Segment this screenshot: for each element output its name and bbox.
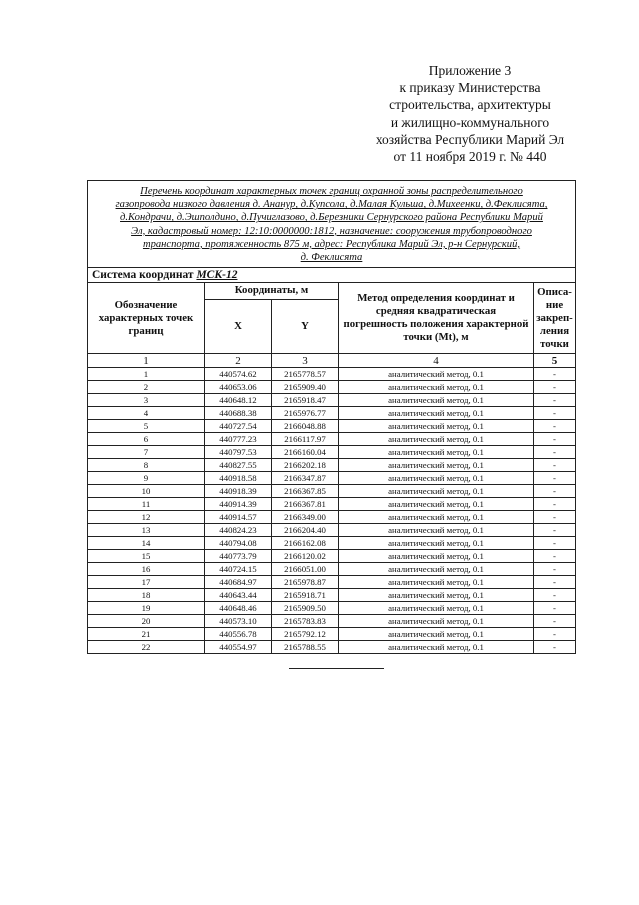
description-cell: -	[534, 615, 576, 628]
appendix-line: Приложение 3	[428, 63, 512, 78]
description-cell: -	[534, 550, 576, 563]
column-number: 3	[272, 354, 339, 368]
description-cell: -	[534, 576, 576, 589]
table-row	[88, 381, 576, 394]
point-number-cell: 19	[88, 602, 205, 615]
description-cell: -	[534, 446, 576, 459]
point-number-cell: 21	[88, 628, 205, 641]
point-number-cell: 8	[88, 459, 205, 472]
method-cell: аналитический метод, 0.1	[339, 628, 534, 641]
description-cell: -	[534, 368, 576, 381]
y-cell: 2166204.40	[272, 524, 339, 537]
y-cell: 2166051.00	[272, 563, 339, 576]
description-cell: -	[534, 420, 576, 433]
y-cell: 2165909.40	[272, 381, 339, 394]
description-cell: -	[534, 537, 576, 550]
x-cell: 440918.58	[205, 472, 272, 485]
y-cell: 2166160.04	[272, 446, 339, 459]
description-cell: -	[534, 563, 576, 576]
table-row	[88, 524, 576, 537]
header-y: Y	[272, 299, 339, 354]
x-cell: 440573.10	[205, 615, 272, 628]
y-cell: 2165918.71	[272, 589, 339, 602]
point-number-cell: 10	[88, 485, 205, 498]
point-number-cell: 5	[88, 420, 205, 433]
description-cell: -	[534, 433, 576, 446]
table-row	[88, 407, 576, 420]
y-cell: 2166367.81	[272, 498, 339, 511]
method-cell: аналитический метод, 0.1	[339, 394, 534, 407]
x-cell: 440914.57	[205, 511, 272, 524]
method-cell: аналитический метод, 0.1	[339, 498, 534, 511]
appendix-line: строительства, архитектуры	[389, 97, 551, 113]
point-number-cell: 16	[88, 563, 205, 576]
column-number-row	[88, 354, 576, 368]
table-row	[88, 420, 576, 433]
x-cell: 440574.62	[205, 368, 272, 381]
point-number-cell: 11	[88, 498, 205, 511]
closing-line	[289, 668, 384, 669]
x-cell: 440648.12	[205, 394, 272, 407]
description-cell: -	[534, 407, 576, 420]
table-row	[88, 472, 576, 485]
x-cell: 440688.38	[205, 407, 272, 420]
title-line: газопровода низкого давления д. Ананур, д.Купсола, д.Малая Кульша, д.Михеенки, д.Феклисята,	[115, 199, 548, 211]
point-number-cell: 18	[88, 589, 205, 602]
point-number-cell: 7	[88, 446, 205, 459]
header-coordinates: Координаты, м	[205, 283, 339, 299]
table-title	[88, 181, 576, 268]
y-cell: 2165909.50	[272, 602, 339, 615]
method-cell: аналитический метод, 0.1	[339, 485, 534, 498]
method-cell: аналитический метод, 0.1	[339, 615, 534, 628]
title-line: Эл, кадастровый номер: 12:10:0000000:1812, назначение: сооружения трубопроводного	[131, 225, 532, 237]
point-number-cell: 1	[88, 368, 205, 381]
point-number-cell: 4	[88, 407, 205, 420]
description-cell: -	[534, 459, 576, 472]
y-cell: 2166202.18	[272, 459, 339, 472]
table-row	[88, 537, 576, 550]
description-cell: -	[534, 394, 576, 407]
coordinate-system-value: МСК-12	[196, 269, 238, 282]
appendix-line: и жилищно-коммунального	[390, 114, 550, 130]
title-line: Перечень координат характерных точек границ охранной зоны распределительного	[140, 186, 523, 197]
header-description: Описа-ние закреп-ления точки	[534, 283, 576, 354]
table-row	[88, 511, 576, 524]
x-cell: 440824.23	[205, 524, 272, 537]
point-number-cell: 9	[88, 472, 205, 485]
description-cell: -	[534, 641, 576, 654]
table-row	[88, 602, 576, 615]
y-cell: 2165783.83	[272, 615, 339, 628]
table-row	[88, 615, 576, 628]
method-cell: аналитический метод, 0.1	[339, 563, 534, 576]
appendix-line: хозяйства Республики Марий Эл	[375, 131, 565, 147]
description-cell: -	[534, 472, 576, 485]
table-row	[88, 576, 576, 589]
header-point: Обозначение характерных точек границ	[88, 283, 205, 354]
description-cell: -	[534, 602, 576, 615]
table-row	[88, 459, 576, 472]
point-number-cell: 22	[88, 641, 205, 654]
y-cell: 2166120.02	[272, 550, 339, 563]
x-cell: 440914.39	[205, 498, 272, 511]
method-cell: аналитический метод, 0.1	[339, 550, 534, 563]
description-cell: -	[534, 511, 576, 524]
coordinate-system-label: Система координат	[92, 269, 194, 282]
y-cell: 2166367.85	[272, 485, 339, 498]
table-row	[88, 641, 576, 654]
method-cell: аналитический метод, 0.1	[339, 472, 534, 485]
point-number-cell: 20	[88, 615, 205, 628]
header-x: X	[205, 299, 272, 354]
x-cell: 440648.46	[205, 602, 272, 615]
table-row	[88, 550, 576, 563]
y-cell: 2166162.08	[272, 537, 339, 550]
point-number-cell: 2	[88, 381, 205, 394]
table-row	[88, 485, 576, 498]
y-cell: 2165976.77	[272, 407, 339, 420]
point-number-cell: 14	[88, 537, 205, 550]
title-line: д. Феклисята	[300, 252, 363, 264]
method-cell: аналитический метод, 0.1	[339, 641, 534, 654]
x-cell: 440554.97	[205, 641, 272, 654]
x-cell: 440794.08	[205, 537, 272, 550]
method-cell: аналитический метод, 0.1	[339, 433, 534, 446]
x-cell: 440653.06	[205, 381, 272, 394]
method-cell: аналитический метод, 0.1	[339, 446, 534, 459]
method-cell: аналитический метод, 0.1	[339, 537, 534, 550]
method-cell: аналитический метод, 0.1	[339, 524, 534, 537]
table-row	[88, 498, 576, 511]
table-row	[88, 589, 576, 602]
method-cell: аналитический метод, 0.1	[339, 511, 534, 524]
title-line: д.Кондрачи, д.Эшполдино, д.Пучиглазово, д.Березники Сернурского района Республики Марий	[120, 212, 543, 224]
column-number: 1	[88, 354, 205, 368]
point-number-cell: 3	[88, 394, 205, 407]
table-row	[88, 394, 576, 407]
table-row	[88, 368, 576, 381]
y-cell: 2166347.87	[272, 472, 339, 485]
y-cell: 2166117.97	[272, 433, 339, 446]
x-cell: 440643.44	[205, 589, 272, 602]
title-line: транспорта, протяженность 875 м, адрес: Республика Марий Эл, р-н Сернурский,	[142, 238, 521, 250]
point-number-cell: 12	[88, 511, 205, 524]
x-cell: 440727.54	[205, 420, 272, 433]
x-cell: 440777.23	[205, 433, 272, 446]
method-cell: аналитический метод, 0.1	[339, 602, 534, 615]
y-cell: 2166349.00	[272, 511, 339, 524]
y-cell: 2165792.12	[272, 628, 339, 641]
y-cell: 2165918.47	[272, 394, 339, 407]
column-number: 5	[534, 354, 576, 368]
description-cell: -	[534, 524, 576, 537]
x-cell: 440556.78	[205, 628, 272, 641]
table-row	[88, 446, 576, 459]
appendix-header	[340, 62, 600, 165]
appendix-line: от 11 ноября 2019 г. № 440	[393, 149, 547, 165]
coordinate-system	[88, 268, 576, 283]
y-cell: 2165778.57	[272, 368, 339, 381]
appendix-line: к приказу Министерства	[399, 80, 541, 96]
description-cell: -	[534, 628, 576, 641]
method-cell: аналитический метод, 0.1	[339, 381, 534, 394]
description-cell: -	[534, 589, 576, 602]
description-cell: -	[534, 498, 576, 511]
method-cell: аналитический метод, 0.1	[339, 407, 534, 420]
point-number-cell: 6	[88, 433, 205, 446]
column-number: 2	[205, 354, 272, 368]
description-cell: -	[534, 381, 576, 394]
method-cell: аналитический метод, 0.1	[339, 420, 534, 433]
column-number: 4	[339, 354, 534, 368]
x-cell: 440918.39	[205, 485, 272, 498]
y-cell: 2165788.55	[272, 641, 339, 654]
table-row	[88, 628, 576, 641]
point-number-cell: 13	[88, 524, 205, 537]
method-cell: аналитический метод, 0.1	[339, 589, 534, 602]
x-cell: 440797.53	[205, 446, 272, 459]
table-row	[88, 433, 576, 446]
x-cell: 440773.79	[205, 550, 272, 563]
coordinates-table	[87, 180, 576, 654]
y-cell: 2166048.88	[272, 420, 339, 433]
x-cell: 440827.55	[205, 459, 272, 472]
method-cell: аналитический метод, 0.1	[339, 459, 534, 472]
x-cell: 440684.97	[205, 576, 272, 589]
x-cell: 440724.15	[205, 563, 272, 576]
point-number-cell: 17	[88, 576, 205, 589]
point-number-cell: 15	[88, 550, 205, 563]
description-cell: -	[534, 485, 576, 498]
table-row	[88, 563, 576, 576]
header-method: Метод определения координат и средняя квадратическая погрешность положения характерной точки (Mt), м	[339, 283, 534, 354]
y-cell: 2165978.87	[272, 576, 339, 589]
method-cell: аналитический метод, 0.1	[339, 368, 534, 381]
method-cell: аналитический метод, 0.1	[339, 576, 534, 589]
